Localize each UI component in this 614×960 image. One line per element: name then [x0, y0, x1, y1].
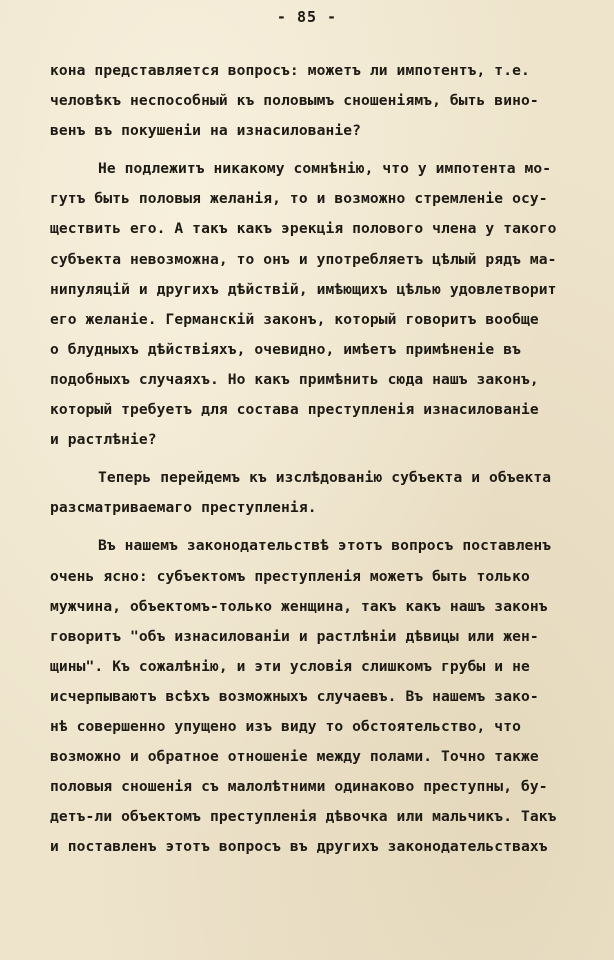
text-line: очень ясно: субъектомъ преступленiя можетъ быть только — [50, 567, 530, 585]
text-line: детъ-ли объектомъ преступленiя дѣвочка или мальчикъ. Такъ — [50, 808, 557, 826]
text-line: Не подлежитъ никакому сомнѣнiю, что у импотента мо- — [98, 160, 552, 178]
text-line: ществить его. А такъ какъ эрекцiя полового члена у такого — [50, 220, 557, 238]
text-line: и растлѣнiе? — [50, 431, 157, 449]
text-line: человѣкъ неспособный къ половымъ сношенiямъ, быть вино- — [50, 92, 539, 110]
text-line: мужчина, объектомъ-только женщина, такъ какъ нашъ законъ — [50, 597, 548, 615]
text-line: говоритъ "объ изнасилованiи и растлѣнiи дѣвицы или жен- — [50, 627, 539, 645]
text-line: Въ нашемъ законодательствѣ этотъ вопросъ поставленъ — [98, 537, 552, 555]
text-line: возможно и обратное отношенiе между полами. Точно также — [50, 748, 539, 766]
text-line: кона представляется вопросъ: можетъ ли импотентъ, т.е. — [50, 62, 530, 79]
text-line: гутъ быть половыя желанiя, то и возможно стремленiе осу- — [50, 190, 548, 208]
text-line: нипуляцiй и другихъ дѣйствiй, имѣющихъ цѣлью удовлетворит — [50, 280, 557, 298]
text-line: о блудныхъ дѣйствiяхъ, очевидно, имѣетъ примѣненiе въ — [50, 340, 521, 358]
text-line: субъекта невозможна, то онъ и употребляетъ цѣлый рядъ ма- — [50, 250, 557, 268]
text-line: Теперь перейдемъ къ изслѣдованiю субъекта и объекта — [98, 469, 552, 487]
text-line: венъ въ покушенiи на изнасилованiе? — [50, 122, 362, 140]
text-line: его желанiе. Германскiй законъ, который говоритъ вообще — [50, 310, 539, 328]
text-line: разсматриваемаго преступленiя. — [50, 499, 317, 517]
text-line: подобныхъ случаяхъ. Но какъ примѣнить сюда нашъ законъ, — [50, 370, 539, 388]
text-line: и поставленъ этотъ вопросъ въ другихъ законодательствахъ — [50, 838, 548, 856]
text-line: половыя сношенiя съ малолѣтними одинаково преступны, бу- — [50, 778, 548, 796]
page-number: - 85 - — [276, 8, 338, 26]
text-line: исчерпываютъ всѣхъ возможныхъ случаевъ. Въ нашемъ зако- — [50, 687, 539, 705]
text-line: который требуетъ для состава преступленiя изнасилованiе — [50, 401, 539, 419]
text-line: нѣ совершенно упущено изъ виду то обстоятельство, что — [50, 717, 521, 735]
body-text — [50, 56, 610, 862]
text-line: щины". Къ сожалѣнiю, и эти условiя слишкомъ грубы и не — [50, 657, 530, 675]
